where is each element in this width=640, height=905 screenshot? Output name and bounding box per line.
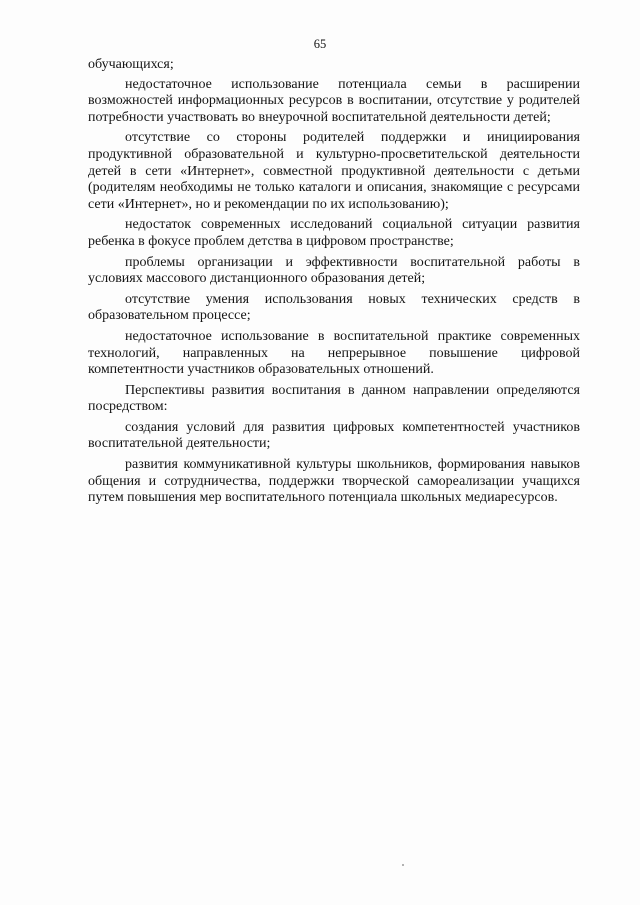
paragraph-6: отсутствие умения использования новых технических средств в образовательном процессе; (88, 291, 580, 324)
paragraph-9: создания условий для развития цифровых компетентностей участников воспитательной деятельности; (88, 419, 580, 452)
paragraph-5: проблемы организации и эффективности воспитательной работы в условиях массового дистанционного образования детей; (88, 254, 580, 287)
document-body (88, 57, 580, 511)
paragraph-8: Перспективы развития воспитания в данном направлении определяются посредством: (88, 382, 580, 415)
paragraph-10: развития коммуникативной культуры школьников, формирования навыков общения и сотрудничества, поддержки творческой самореализации учащихся путем повышения мер воспитательного потенциала школьных медиаресурсов. (88, 457, 580, 506)
page-number: 65 (313, 37, 327, 51)
paragraph-4: недостаток современных исследований социальной ситуации развития ребенка в фокусе проблем детства в цифровом пространстве; (88, 217, 580, 249)
paragraph-7: недостаточное использование в воспитательной практике современных технологий, направленных на непрерывное повышение цифровой компетентности участников образовательных отношений. (88, 328, 580, 378)
scan-speck (402, 864, 404, 866)
paragraph-3: отсутствие со стороны родителей поддержки и инициирования продуктивной образовательной и культурно-просветительской деятельности детей в сети «Интернет», совместной продуктивной деятельности с детьми (родителям необходимы не только каталоги и описания, знакомящие с ресурсами сети «Интернет», но и рекомендации по их использованию); (88, 130, 580, 212)
paragraph-1: обучающихся; (88, 57, 174, 72)
paragraph-2: недостаточное использование потенциала семьи в расширении возможностей информационных ресурсов в воспитании, отсутствие у родителей потребности участвовать во внеурочной воспитательной деятельности детей; (88, 76, 580, 125)
